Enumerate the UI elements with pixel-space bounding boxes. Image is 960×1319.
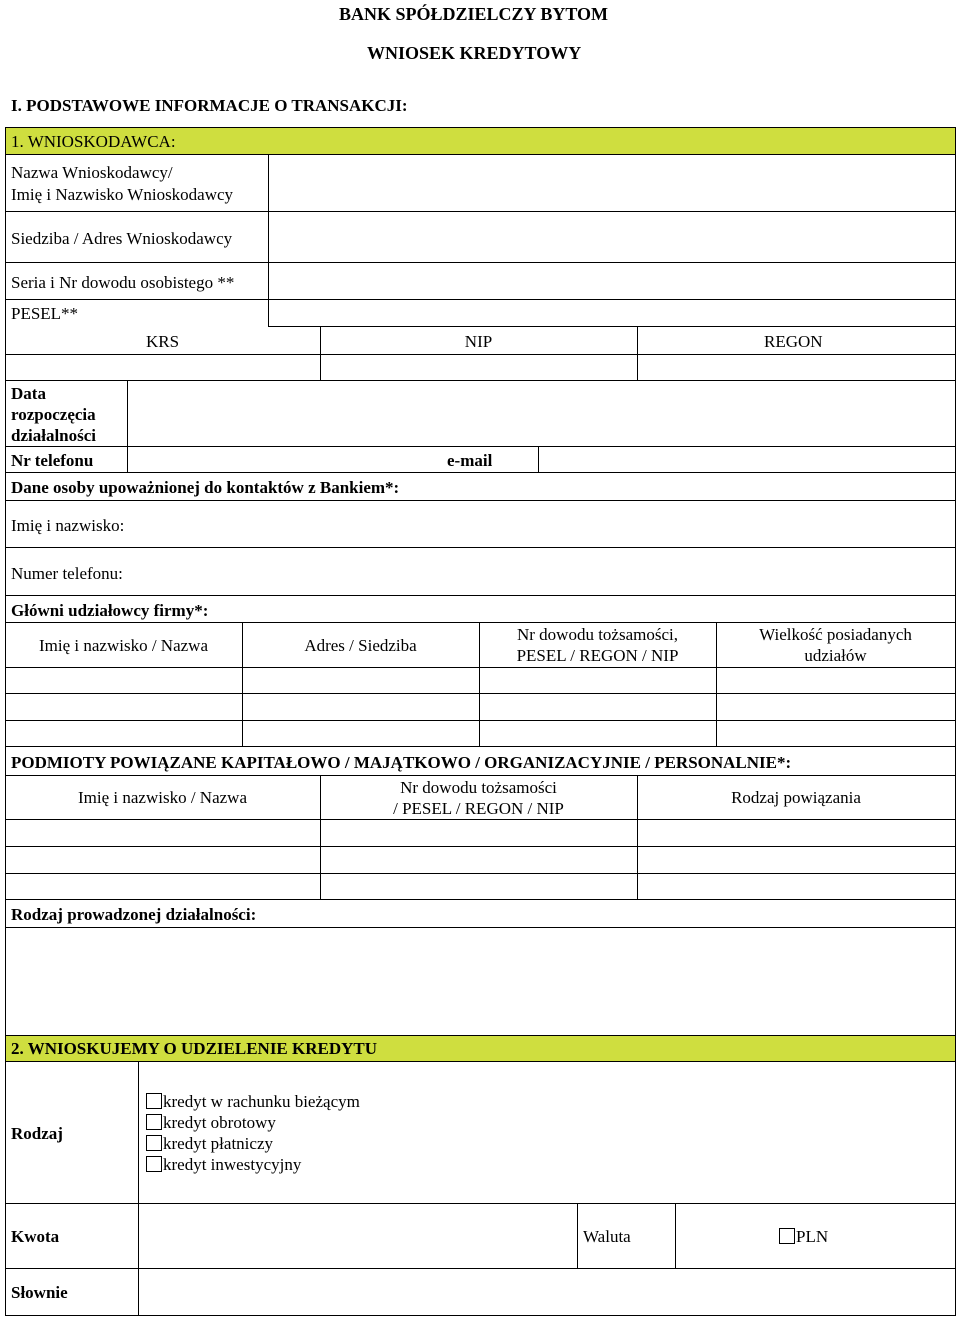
related-col-name: Imię i nazwisko / Nazwa <box>78 788 247 807</box>
applicant-address-field[interactable] <box>269 212 955 262</box>
krs-field[interactable] <box>6 355 320 380</box>
related-col-id-2: / PESEL / REGON / NIP <box>393 799 564 818</box>
table-rule <box>5 899 956 900</box>
section-title: I. PODSTAWOWE INFORMACJE O TRANSAKCJI: <box>11 96 408 115</box>
shareholders-col-id-2: PESEL / REGON / NIP <box>516 646 679 665</box>
applicant-address-label: Siedziba / Adres Wnioskodawcy <box>11 229 233 248</box>
option-working-capital[interactable] <box>146 1112 276 1133</box>
currency-label: Waluta <box>583 1227 631 1246</box>
shareholders-header: Główni udziałowcy firmy*: <box>11 601 209 620</box>
shareholders-col-share-1: Wielkość posiadanych <box>759 625 912 644</box>
option-label: kredyt w rachunku bieżącym <box>163 1092 360 1111</box>
currency-option-pln[interactable] <box>779 1226 828 1247</box>
regon-label: REGON <box>764 332 823 351</box>
table-rule <box>5 720 956 721</box>
nip-field[interactable] <box>321 355 637 380</box>
email-field[interactable] <box>539 447 955 472</box>
checkbox[interactable] <box>146 1093 162 1109</box>
option-overdraft[interactable] <box>146 1091 360 1112</box>
option-label: kredyt obrotowy <box>163 1113 276 1132</box>
table-rule <box>577 1203 578 1269</box>
phone-label: Nr telefonu <box>11 451 94 470</box>
pesel-field[interactable] <box>269 300 955 326</box>
table-rule <box>5 1061 956 1062</box>
contact-phone-label: Numer telefonu: <box>11 564 123 583</box>
activity-field[interactable] <box>6 928 955 1035</box>
email-label: e-mail <box>447 451 493 470</box>
table-rule <box>5 775 956 776</box>
id-number-field[interactable] <box>269 263 955 299</box>
start-date-label-1: Data <box>11 384 46 403</box>
amount-label: Kwota <box>11 1227 60 1246</box>
related-col-type: Rodzaj powiązania <box>731 788 861 807</box>
table-rule <box>5 127 6 1316</box>
pesel-label: PESEL** <box>11 304 79 323</box>
start-date-field[interactable] <box>128 381 955 446</box>
table-rule <box>5 595 956 596</box>
option-payment[interactable] <box>146 1133 273 1154</box>
form-title: WNIOSEK KREDYTOWY <box>367 43 582 63</box>
bank-name: BANK SPÓŁDZIELCZY BYTOM <box>339 4 609 24</box>
checkbox[interactable] <box>146 1114 162 1130</box>
table-rule <box>5 622 956 623</box>
start-date-label-3: działalności <box>11 426 97 445</box>
applicant-name-field[interactable] <box>269 155 955 211</box>
option-label: kredyt inwestycyjny <box>163 1155 302 1174</box>
related-col-id-1: Nr dowodu tożsamości <box>400 778 557 797</box>
table-rule <box>5 746 956 747</box>
id-number-label: Seria i Nr dowodu osobistego ** <box>11 273 235 292</box>
currency-option-label: PLN <box>796 1227 829 1246</box>
applicant-name-label-1: Nazwa Wnioskodawcy/ <box>11 163 173 182</box>
words-label: Słownie <box>11 1283 68 1302</box>
contact-name-label: Imię i nazwisko: <box>11 516 125 535</box>
table-rule <box>5 472 956 473</box>
table-rule <box>5 500 956 501</box>
credit-type-label: Rodzaj <box>11 1124 63 1143</box>
table-rule <box>5 819 956 820</box>
table-rule <box>5 127 956 128</box>
shareholders-col-share-2: udziałów <box>804 646 867 665</box>
table-rule <box>955 127 956 1316</box>
shareholders-col-address: Adres / Siedziba <box>304 636 417 655</box>
table-rule <box>675 1203 676 1269</box>
option-label: kredyt płatniczy <box>163 1134 273 1153</box>
krs-label: KRS <box>145 332 180 351</box>
table-rule <box>5 547 956 548</box>
credit-header: 2. WNIOSKUJEMY O UDZIELENIE KREDYTU <box>11 1039 378 1058</box>
start-date-label-2: rozpoczęcia <box>11 405 96 424</box>
shareholders-col-id-1: Nr dowodu tożsamości, <box>516 625 678 644</box>
table-rule <box>5 1315 956 1316</box>
words-field[interactable] <box>139 1269 955 1315</box>
regon-field[interactable] <box>638 355 955 380</box>
contact-person-header: Dane osoby upoważnionej do kontaktów z Bankiem*: <box>11 478 400 497</box>
checkbox[interactable] <box>146 1135 162 1151</box>
applicant-name-label-2: Imię i Nazwisko Wnioskodawcy <box>11 185 234 204</box>
applicant-header: 1. WNIOSKODAWCA: <box>11 132 176 151</box>
shareholders-col-name: Imię i nazwisko / Nazwa <box>39 636 208 655</box>
table-rule <box>268 326 956 327</box>
table-rule <box>5 667 956 668</box>
related-header: PODMIOTY POWIĄZANE KAPITAŁOWO / MAJĄTKOWO / ORGANIZACYJNIE / PERSONALNIE*: <box>11 753 792 772</box>
amount-field[interactable] <box>139 1204 577 1268</box>
table-rule <box>5 846 956 847</box>
table-rule <box>5 693 956 694</box>
table-rule <box>5 873 956 874</box>
option-investment[interactable] <box>146 1154 301 1175</box>
checkbox[interactable] <box>146 1156 162 1172</box>
activity-label: Rodzaj prowadzonej działalności: <box>11 905 257 924</box>
nip-label: NIP <box>464 332 493 351</box>
checkbox[interactable] <box>779 1228 795 1244</box>
